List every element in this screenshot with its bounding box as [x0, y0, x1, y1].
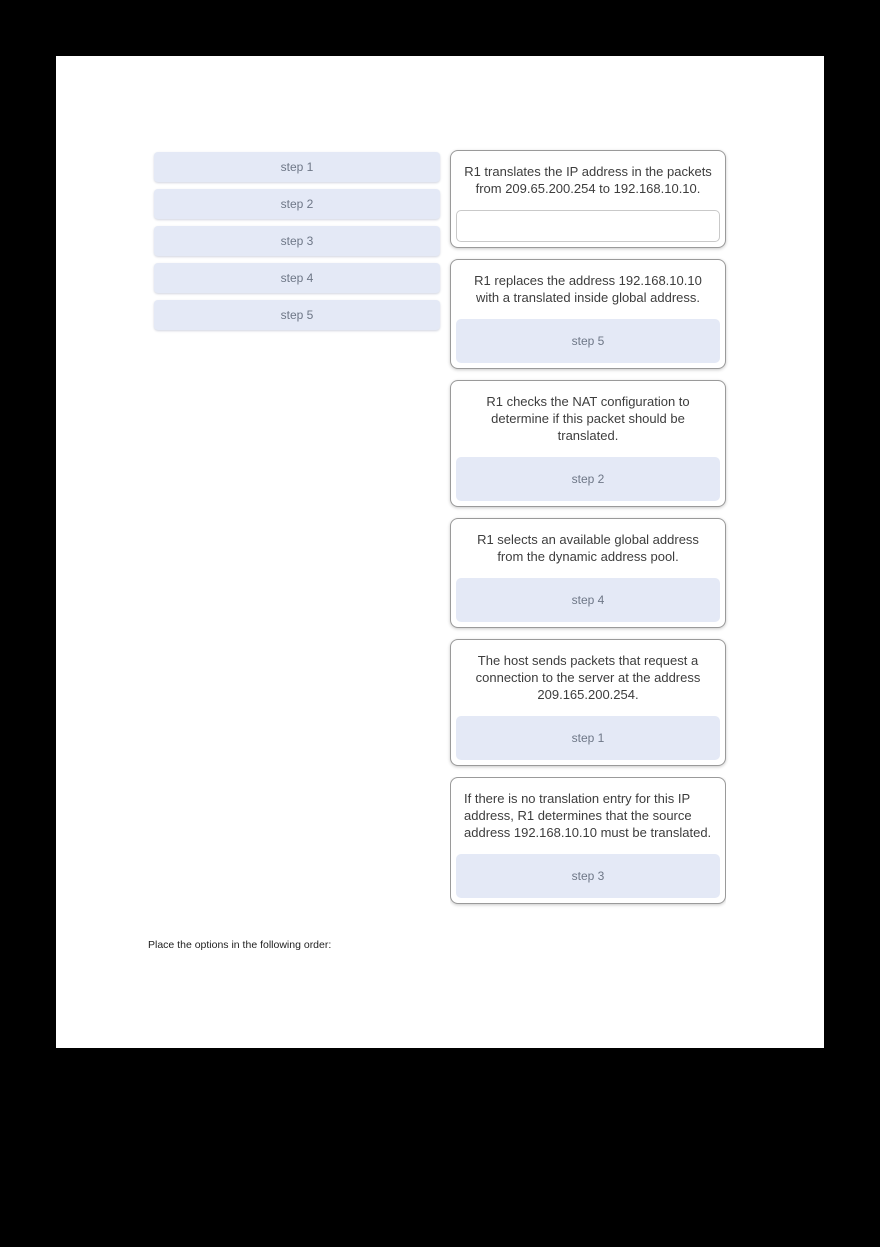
drop-card	[450, 639, 726, 766]
drag-option[interactable]	[154, 152, 440, 182]
answer-slot-label: step 3	[571, 869, 605, 883]
drag-option[interactable]	[154, 189, 440, 219]
drag-options-list	[154, 152, 440, 337]
drop-card	[450, 150, 726, 248]
drop-card	[450, 777, 726, 904]
answer-slot-label: step 5	[571, 334, 605, 348]
drag-option-label: step 2	[280, 197, 314, 211]
drop-card-wrap	[450, 150, 726, 248]
instruction-text: Place the options in the following order:	[148, 939, 332, 951]
drop-card	[450, 518, 726, 628]
drag-option[interactable]	[154, 300, 440, 330]
drag-option-label: step 4	[280, 271, 314, 285]
card-description: R1 translates the IP address in the packets from 209.65.200.254 to 192.168.10.10.	[464, 164, 712, 196]
drag-option-label: step 3	[280, 234, 314, 248]
drop-card-wrap	[450, 639, 726, 766]
answer-slot[interactable]	[456, 716, 720, 760]
drop-targets-list	[450, 150, 726, 910]
answer-slot[interactable]	[456, 457, 720, 501]
drop-card-wrap	[450, 777, 726, 910]
drop-card	[450, 380, 726, 507]
answer-slot-label: step 4	[571, 593, 605, 607]
card-description: R1 replaces the address 192.168.10.10 with a translated inside global address.	[474, 273, 702, 305]
answer-slot[interactable]	[456, 319, 720, 363]
answer-slot-label: step 2	[571, 472, 605, 486]
drag-option-label: step 1	[280, 160, 314, 174]
drag-option[interactable]	[154, 263, 440, 293]
drag-option[interactable]	[154, 226, 440, 256]
card-description: The host sends packets that request a connection to the server at the address 209.165.200.254.	[475, 653, 701, 702]
card-description: R1 selects an available global address from the dynamic address pool.	[477, 532, 699, 564]
answer-slot[interactable]	[456, 210, 720, 242]
drag-option-label: step 5	[280, 308, 314, 322]
card-description: If there is no translation entry for this IP address, R1 determines that the source address 192.168.10.10 must be translated.	[464, 791, 712, 840]
drop-card-wrap	[450, 380, 726, 507]
drop-card-wrap	[450, 518, 726, 628]
question-page	[56, 56, 824, 1048]
card-description: R1 checks the NAT configuration to determine if this packet should be translated.	[486, 394, 690, 443]
drop-card-wrap	[450, 259, 726, 369]
answer-slot[interactable]	[456, 578, 720, 622]
answer-slot[interactable]	[456, 854, 720, 898]
answer-slot-label: step 1	[571, 731, 605, 745]
drop-card	[450, 259, 726, 369]
